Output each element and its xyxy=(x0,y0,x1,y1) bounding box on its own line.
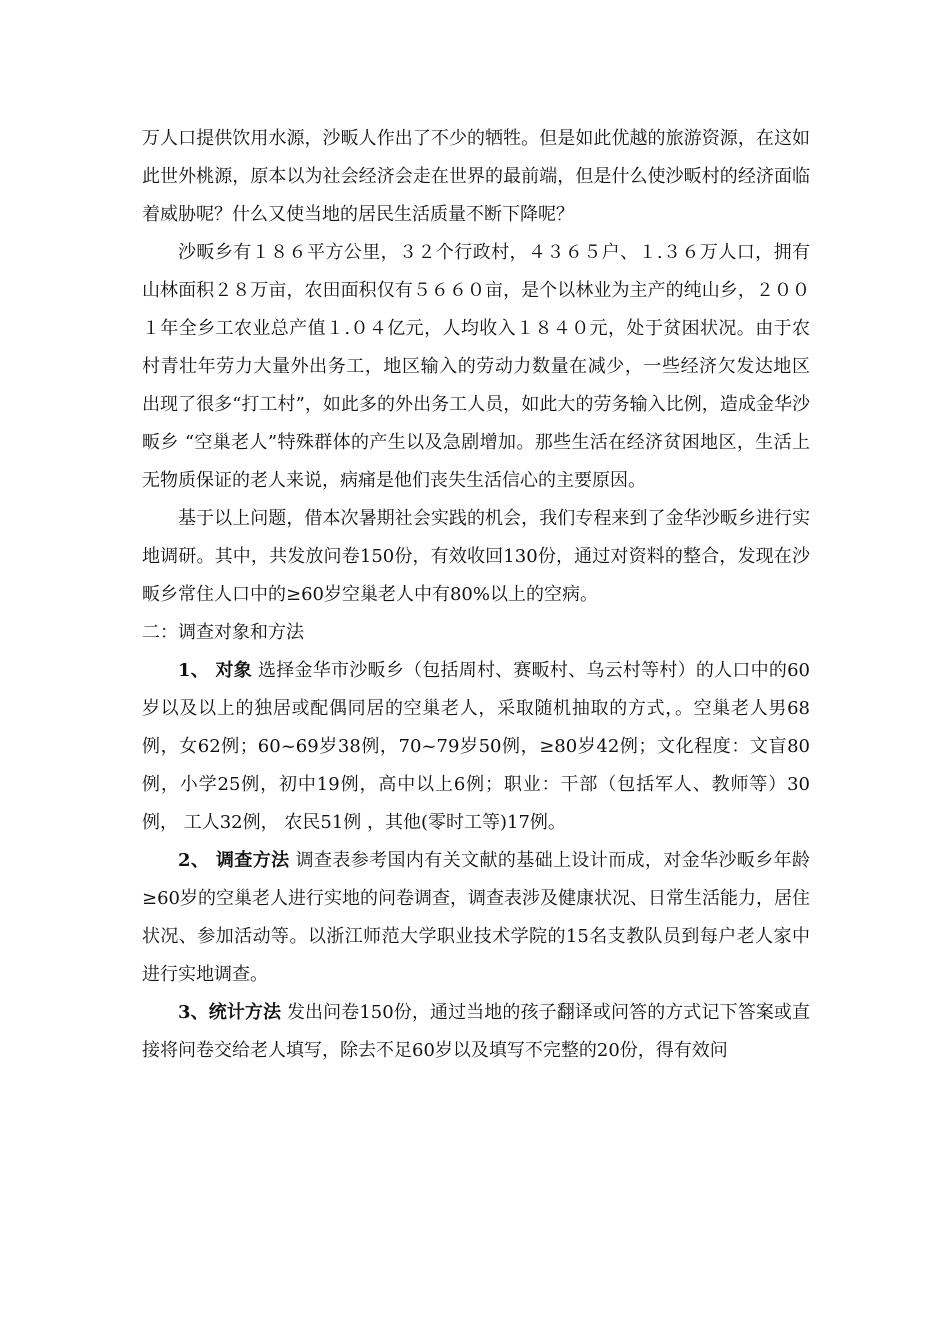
paragraph-township-overview: 沙畈乡有１８６平方公里，３２个行政村，４３６５户、１.３６万人口，拥有山林面积２８万亩，农田面积仅有５６６０亩，是个以林业为主产的纯山乡，２００１年全乡工农业总产值１.０４亿元，人均收入１８４０元，处于贫困状况。由于农村青壮年劳力大量外出务工，地区输入的劳动力数量在减少，一些经济欠发达地区 出现了很多“打工村”，如此多的外出务工人员，如此大的劳务输入比例，造成金华沙畈乡 “空巢老人”特殊群体的产生以及急剧增加。那些生活在经济贫困地区，生活上无物质保证的老人来说，病痛是他们丧失生活信心的主要原因。 xyxy=(142,242,810,491)
paragraph-survey-background: 基于以上问题，借本次暑期社会实践的机会，我们专程来到了金华沙畈乡进行实地调研。其中，共发放问卷150份，有效收回130份，通过对资料的整合，发现在沙畈乡常住人口中的≥60岁空巢老人中有80%以上的空病。 xyxy=(142,508,810,605)
section-heading-subjects-methods: 二：调查对象和方法 xyxy=(142,622,304,643)
subjects-text: 选择金华市沙畈乡（包括周村、赛畈村、乌云村等村）的人口中的60岁以及以上的独居或配偶同居的空巢老人，采取随机抽取的方式，。空巢老人男68例，女62例；60~69岁38例，70~79岁50例，≥80岁42例；文化程度：文盲80例，小学25例，初中19例，高中以上6例；职业：干部（包括军人、教师等）30例， 工人32例， 农民51例 ，其他(零时工等)17例。 xyxy=(142,660,811,833)
paragraph-subjects xyxy=(142,652,810,842)
survey-method-label: 2、 调查方法 xyxy=(178,850,290,871)
statistics-method-label: 3、统计方法 xyxy=(178,1002,282,1023)
statistics-method-text: 发出问卷150份，通过当地的孩子翻译或问答的方式记下答案或直接将问卷交给老人填写，除去不足60岁以及填写不完整的20份，得有效问 xyxy=(142,1002,810,1061)
survey-method-text: 调查表参考国内有关文献的基础上设计而成，对金华沙畈乡年龄≥60岁的空巢老人进行实地的问卷调查，调查表涉及健康状况、日常生活能力，居住状况、参加活动等。以浙江师范大学职业技术学院的15名支教队员到每户老人家中进行实地调查。 xyxy=(142,850,811,985)
paragraph-drinking-water: 万人口提供饮用水源，沙畈人作出了不少的牺牲。但是如此优越的旅游资源，在这如此世外桃源，原本以为社会经济会走在世界的最前端，但是什么使沙畈村的经济面临着威胁呢？什么又使当地的居民生活质量不断下降呢？ xyxy=(142,128,810,225)
document-body xyxy=(142,120,810,1070)
paragraph-survey-method xyxy=(142,842,810,994)
paragraph-statistics-method xyxy=(142,994,810,1070)
subjects-label: 1、 对象 xyxy=(178,660,253,681)
